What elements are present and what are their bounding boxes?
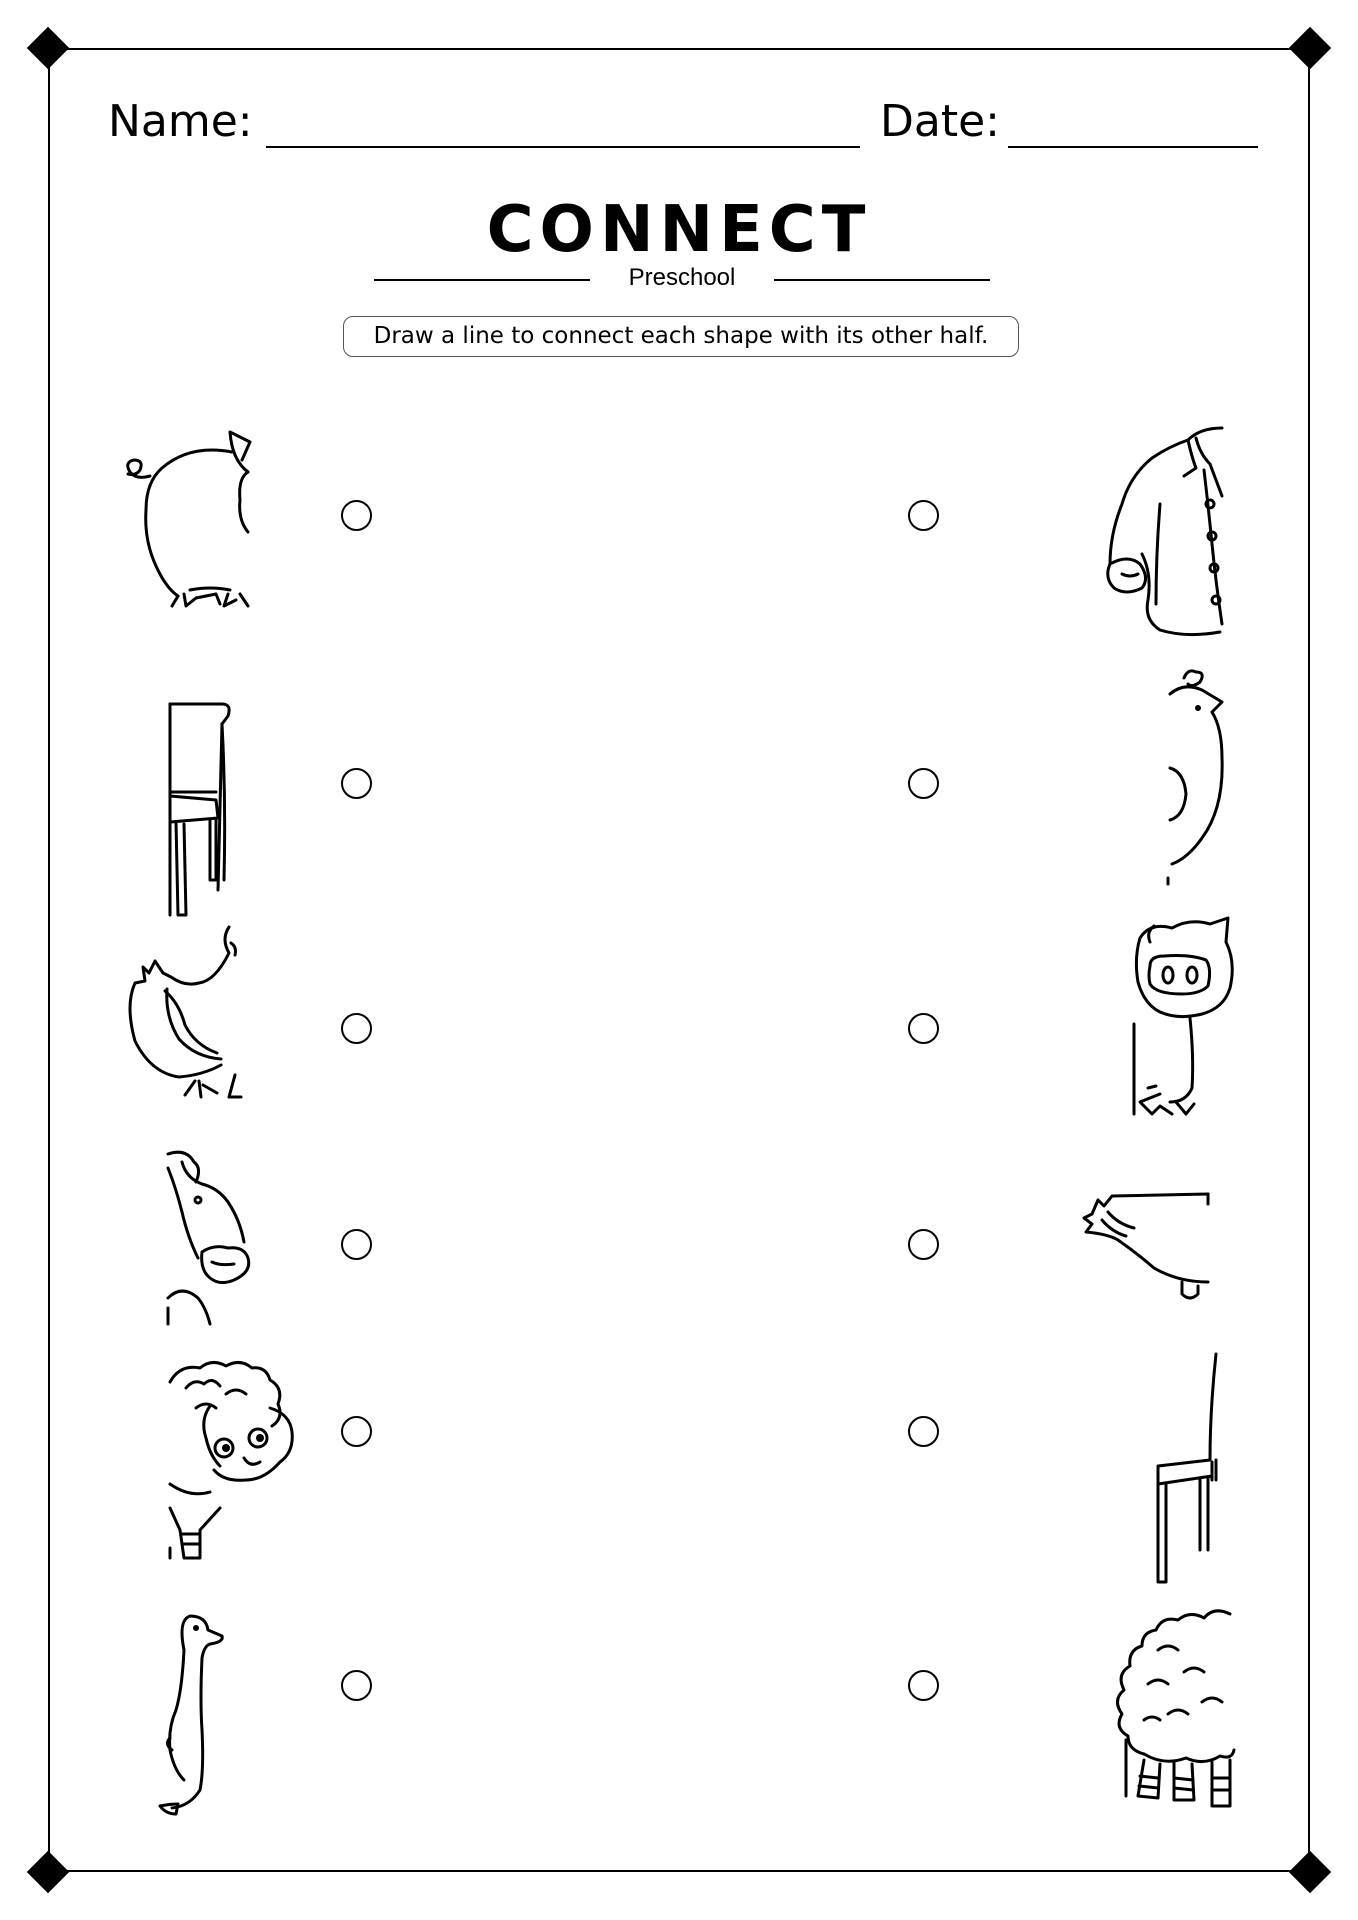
- pig-face-half-icon: [1130, 918, 1240, 1118]
- sheep-head-half-icon: [160, 1358, 300, 1568]
- left-dot-1[interactable]: [341, 500, 372, 531]
- pig-back-half-icon: [120, 430, 260, 605]
- hen-back-half-icon: [125, 925, 245, 1105]
- subtitle-rule-right: [774, 279, 990, 281]
- worksheet-title: CONNECT: [486, 193, 872, 267]
- shirt-sleeve-half-icon: [162, 1148, 262, 1328]
- sheep-body-half-icon: [1108, 1610, 1238, 1815]
- name-label: Name:: [108, 96, 253, 147]
- left-dot-4[interactable]: [341, 1229, 372, 1260]
- right-dot-1[interactable]: [908, 500, 939, 531]
- left-dot-6[interactable]: [341, 1670, 372, 1701]
- chair-back-half-icon: [160, 700, 240, 920]
- chair-front-half-icon: [1150, 1350, 1230, 1590]
- name-write-line[interactable]: [266, 146, 860, 148]
- goose-tail-half-icon: [1078, 1190, 1218, 1310]
- right-dot-4[interactable]: [908, 1229, 939, 1260]
- shirt-front-half-icon: [1100, 424, 1230, 639]
- goose-head-half-icon: [150, 1610, 230, 1820]
- date-write-line[interactable]: [1008, 146, 1258, 148]
- right-dot-5[interactable]: [908, 1416, 939, 1447]
- left-dot-2[interactable]: [341, 768, 372, 799]
- left-dot-3[interactable]: [341, 1013, 372, 1044]
- instruction-box: Draw a line to connect each shape with its other half.: [343, 316, 1019, 357]
- right-dot-6[interactable]: [908, 1670, 939, 1701]
- left-dot-5[interactable]: [341, 1416, 372, 1447]
- worksheet-subtitle: Preschool: [628, 264, 736, 291]
- date-label: Date:: [880, 96, 1000, 147]
- right-dot-2[interactable]: [908, 768, 939, 799]
- subtitle-rule-left: [374, 279, 590, 281]
- hen-front-half-icon: [1162, 668, 1242, 888]
- right-dot-3[interactable]: [908, 1013, 939, 1044]
